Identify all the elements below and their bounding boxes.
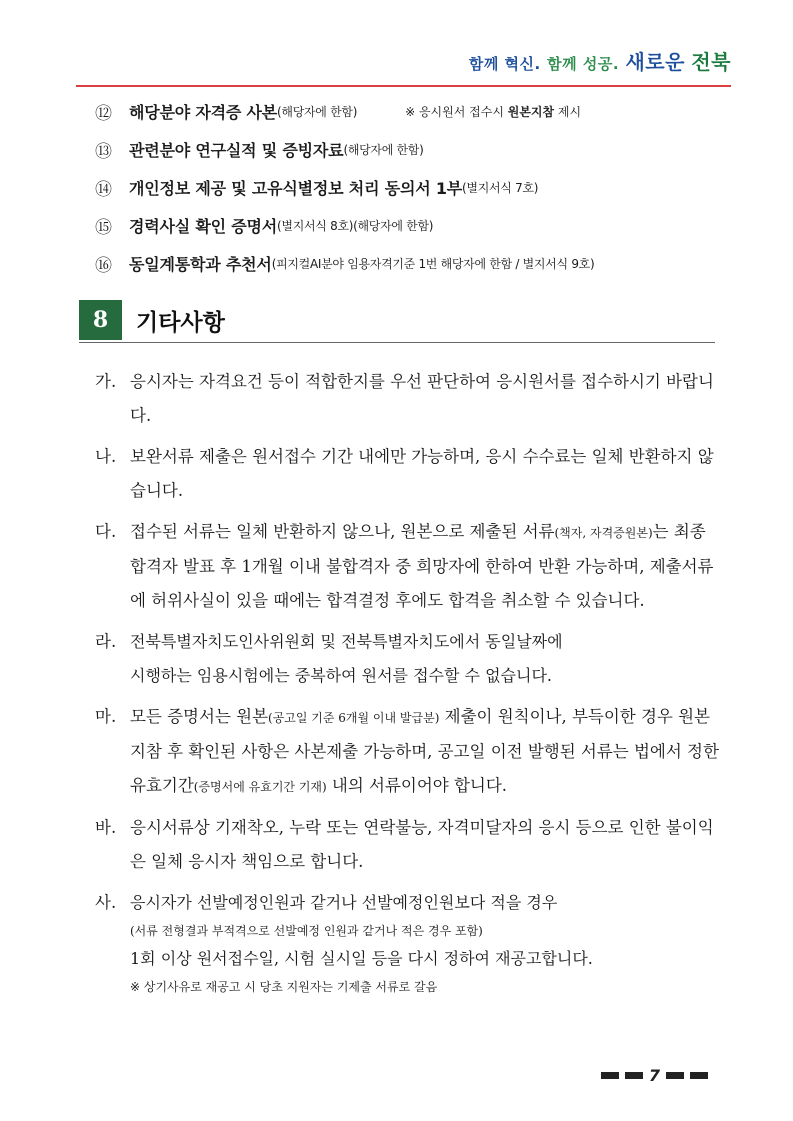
paragraph-mark: 다. <box>95 522 117 541</box>
note-paragraph-ga <box>95 365 720 433</box>
item-note: (별지서식 8호)(해당자에 한함) <box>277 218 434 233</box>
paragraph-line: 응시자가 선발예정인원과 같거나 선발예정인원보다 적을 경우 <box>130 893 558 912</box>
footer-bar-decoration <box>690 1072 708 1079</box>
item-number: ⑮ <box>95 217 112 238</box>
header-slogan <box>469 46 731 75</box>
item-remark: ※ 응시원서 접수시 원본지참 제시 <box>405 104 582 119</box>
paragraph-text: 모든 증명서는 원본 <box>130 707 269 726</box>
note-paragraph-ra <box>95 625 720 693</box>
footer-bar-decoration <box>601 1072 619 1079</box>
paragraph-text: 접수된 서류는 일체 반환하지 않으나, 원본으로 제출된 서류 <box>130 522 555 541</box>
paragraph-aside: (공고일 기준 6개월 이내 발급분) <box>268 711 440 725</box>
paragraph-line: 전북특별자치도인사위원회 및 전북특별자치도에서 동일날짜에 <box>130 632 563 651</box>
list-item <box>95 168 735 206</box>
item-title: 해당분야 자격증 사본 <box>129 102 278 122</box>
paragraph-aside: (서류 전형결과 부적격으로 선발예정 인원과 같거나 적은 경우 포함) <box>130 924 483 938</box>
paragraph-text: 보완서류 제출은 원서접수 기간 내에만 가능하며, 응시 수수료는 일체 반환하지 않습니다. <box>130 447 714 500</box>
paragraph-footnote: ※ 상기사유로 재공고 시 당초 지원자는 기제출 서류로 갈음 <box>130 980 438 994</box>
item-title: 개인정보 제공 및 고유식별정보 처리 동의서 1부 <box>129 178 463 198</box>
list-item <box>95 92 735 130</box>
paragraph-mark: 가. <box>95 372 117 391</box>
note-paragraph-ma <box>95 700 720 804</box>
paragraph-mark: 나. <box>95 447 117 466</box>
paragraph-text: 내의 서류이어야 합니다. <box>326 776 508 795</box>
section-title: 기타사항 <box>136 310 225 336</box>
item-number: ⑬ <box>95 141 112 162</box>
note-paragraph-da <box>95 515 720 618</box>
paragraph-aside: (책자, 자격증원본) <box>554 526 653 540</box>
list-item <box>95 244 735 282</box>
list-item <box>95 130 735 168</box>
item-number: ⑭ <box>95 179 112 200</box>
item-note: (해당자에 한함) <box>343 142 424 157</box>
footer-bar-decoration <box>666 1072 684 1079</box>
note-paragraph-ba <box>95 811 720 879</box>
section-heading <box>79 298 715 343</box>
note-paragraph-na <box>95 440 720 508</box>
header-divider <box>76 85 731 87</box>
footer-bar-decoration <box>625 1072 643 1079</box>
paragraph-text: 응시자는 자격요건 등이 적합한지를 우선 판단하여 응시원서를 접수하시기 바랍니다. <box>130 372 714 425</box>
paragraph-aside: (증명서에 유효기간 기재) <box>193 780 327 794</box>
item-number: ⑫ <box>95 103 112 124</box>
item-number: ⑯ <box>95 255 112 276</box>
list-item <box>95 206 735 244</box>
item-note: (해당자에 한함) <box>277 104 358 119</box>
page-footer <box>601 1066 708 1085</box>
paragraph-mark: 라. <box>95 632 117 651</box>
item-title: 관련분야 연구실적 및 증빙자료 <box>129 140 344 160</box>
slogan-part2: 함께 성공. <box>547 55 620 73</box>
paragraph-mark: 마. <box>95 707 117 726</box>
slogan-part4: 전북 <box>691 50 731 74</box>
item-title: 경력사실 확인 증명서 <box>129 216 278 236</box>
paragraph-mark: 바. <box>95 818 117 837</box>
paragraph-mark: 사. <box>95 893 117 912</box>
note-paragraph-sa <box>95 886 720 998</box>
item-title: 동일계통학과 추천서 <box>129 254 272 274</box>
item-note: (별지서식 7호) <box>462 180 539 195</box>
paragraph-text: 제출이 원칙이나, 부득이한 경우 원본지참 후 확인된 사항은 사본제출 가능하며, 공고일 이전 발행된 서류는 법에서 정한 유효기간 <box>130 707 719 795</box>
item-note: (피지컬AI분야 임용자격기준 1번 해당자에 한함 / 별지서식 9호) <box>271 256 595 271</box>
paragraph-text: 응시서류상 기재착오, 누락 또는 연락불능, 자격미달자의 응시 등으로 인한 불이익은 일체 응시자 책임으로 합니다. <box>130 818 714 871</box>
required-documents-list <box>95 92 735 282</box>
notes-list <box>95 365 720 1005</box>
paragraph-line: 시행하는 임용시험에는 중복하여 원서를 접수할 수 없습니다. <box>130 666 553 685</box>
slogan-part1: 함께 혁신. <box>468 55 541 73</box>
section-number-badge: 8 <box>79 300 122 340</box>
paragraph-line: 1회 이상 원서접수일, 시험 실시일 등을 다시 정하여 재공고합니다. <box>130 949 593 968</box>
paragraph-text: 는 최종합격자 발표 후 1개월 이내 불합격자 중 희망자에 한하여 반환 가능하며, 제출서류에 허위사실이 있을 때에는 합격결정 후에도 합격을 취소할 수 있습니다. <box>130 522 714 610</box>
slogan-part3: 새로운 <box>625 50 685 74</box>
page-number: 7 <box>648 1066 660 1085</box>
